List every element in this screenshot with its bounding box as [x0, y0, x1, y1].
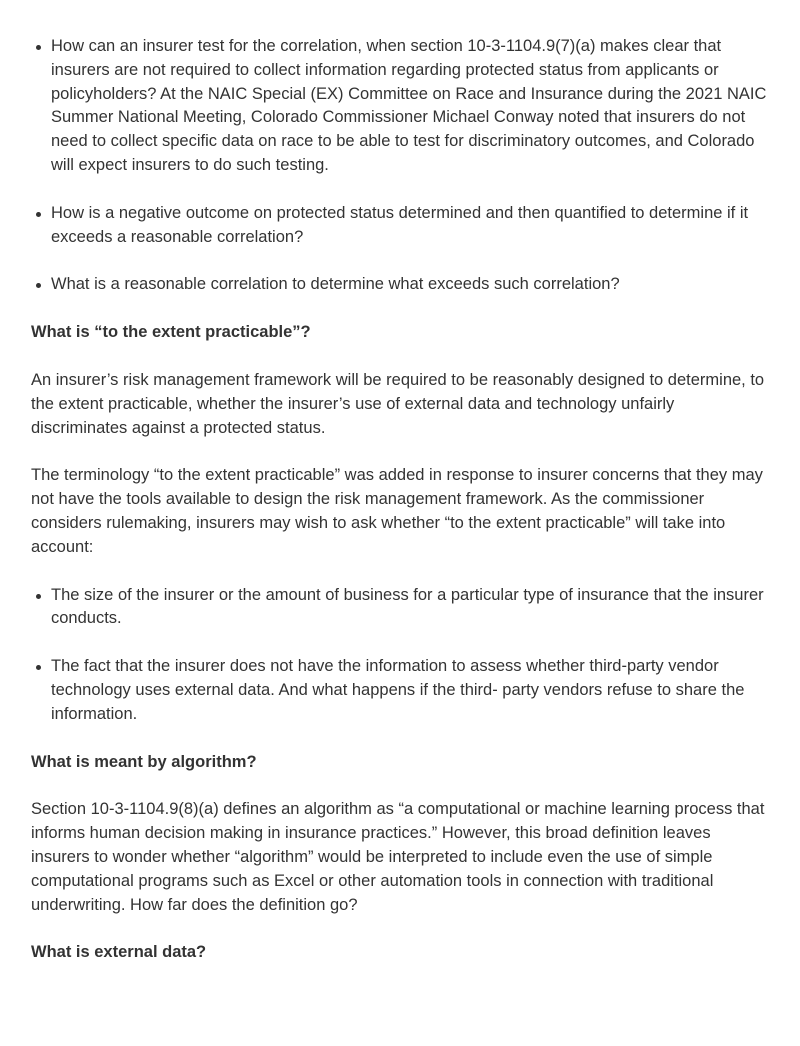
- list-item: The fact that the insurer does not have the information to assess whether third-party vendor technology uses external data. And what happens if the third- party vendors refuse to share the information.: [51, 655, 769, 726]
- list-item: How is a negative outcome on protected status determined and then quantified to determine if it exceeds a reasonable correlation?: [51, 202, 769, 250]
- list-item: What is a reasonable correlation to determine what exceeds such correlation?: [51, 273, 769, 297]
- section-heading-practicable: What is “to the extent practicable”?: [31, 323, 311, 342]
- paragraph: An insurer’s risk management framework will be required to be reasonably designed to determine, to the extent practicable, whether the insurer’s use of external data and technology unfairly discriminates against a protected status.: [31, 370, 765, 437]
- paragraph: Section 10-3-1104.9(8)(a) defines an algorithm as “a computational or machine learning process that informs human decision making in insurance practices.” However, this broad definition leaves insurers to wonder whether “algorithm” would be interpreted to include even the use of simple computational programs such as Excel or other automation tools in connection with traditional underwriting. How far does the definition go?: [31, 800, 765, 914]
- list-item: The size of the insurer or the amount of business for a particular type of insurance that the insurer conducts.: [51, 584, 769, 632]
- list-item: How can an insurer test for the correlation, when section 10-3-1104.9(7)(a) makes clear that insurers are not required to collect information regarding protected status from applicants or policyholders? At the NAIC Special (EX) Committee on Race and Insurance during the 2021 NAIC Summer National Meeting, Colorado Commissioner Michael Conway noted that insurers do not need to collect specific data on race to be able to test for discriminatory outcomes, and Colorado will expect insurers to do such testing.: [51, 35, 769, 178]
- paragraph: The terminology “to the extent practicable” was added in response to insurer concerns that they may not have the tools available to design the risk management framework. As the commissioner considers rulemaking, insurers may wish to ask whether “to the extent practicable” will take into account:: [31, 466, 763, 556]
- section-heading-algorithm: What is meant by algorithm?: [31, 752, 257, 771]
- correlation-questions-list: [31, 35, 769, 297]
- practicable-considerations-list: [31, 584, 769, 727]
- section-heading-external-data: What is external data?: [31, 943, 207, 962]
